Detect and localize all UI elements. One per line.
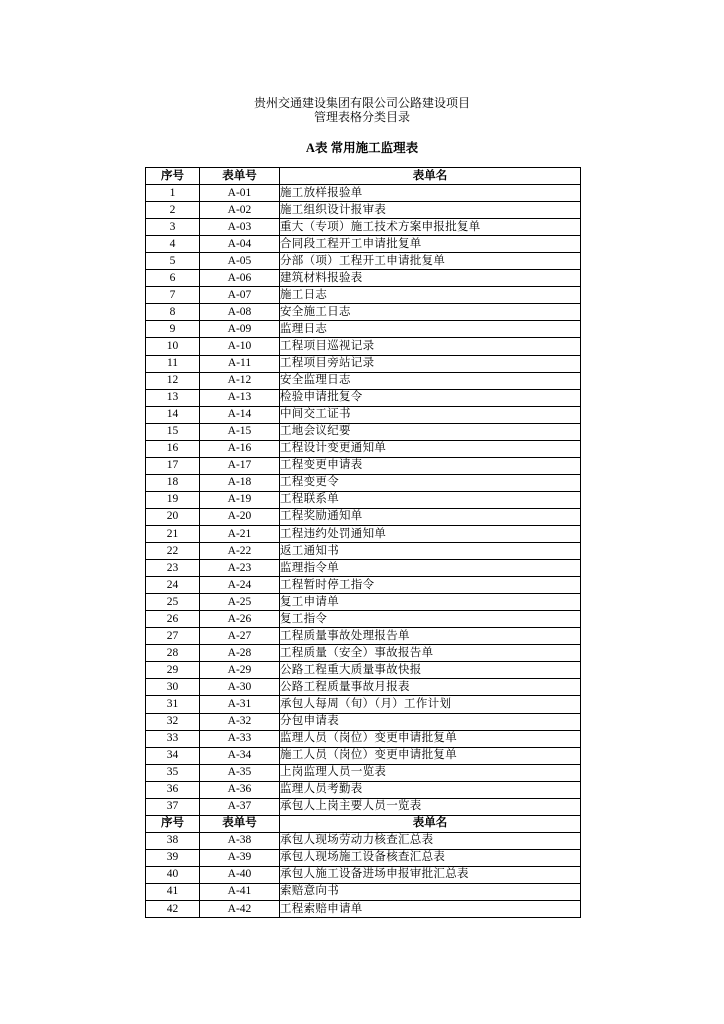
row-form-code: A-39	[200, 849, 280, 866]
table-row	[146, 321, 581, 338]
table-row	[146, 577, 581, 594]
row-form-name: 施工人员（岗位）变更申请批复单	[280, 747, 581, 764]
row-form-code: A-38	[200, 832, 280, 849]
row-serial: 19	[146, 491, 200, 508]
row-form-name: 工程违约处罚通知单	[280, 525, 581, 542]
table-row	[146, 730, 581, 747]
header-form-name: 表单名	[280, 815, 581, 832]
row-serial: 25	[146, 594, 200, 611]
row-form-code: A-37	[200, 798, 280, 815]
row-form-name: 监理人员考勤表	[280, 781, 581, 798]
row-form-name: 工程暂时停工指令	[280, 577, 581, 594]
row-serial: 14	[146, 406, 200, 423]
row-form-name: 工程项目巡视记录	[280, 338, 581, 355]
row-form-name: 施工放样报验单	[280, 185, 581, 202]
row-serial: 2	[146, 202, 200, 219]
row-form-code: A-06	[200, 270, 280, 287]
row-form-name: 工程质量（安全）事故报告单	[280, 645, 581, 662]
row-form-name: 分包申请表	[280, 713, 581, 730]
table-row	[146, 696, 581, 713]
row-form-code: A-23	[200, 560, 280, 577]
row-form-name: 工程质量事故处理报告单	[280, 628, 581, 645]
row-form-name: 施工日志	[280, 287, 581, 304]
row-serial: 11	[146, 355, 200, 372]
row-form-name: 工程项目旁站记录	[280, 355, 581, 372]
row-form-name: 建筑材料报验表	[280, 270, 581, 287]
row-form-name: 公路工程质量事故月报表	[280, 679, 581, 696]
row-serial: 37	[146, 798, 200, 815]
header-serial: 序号	[146, 168, 200, 185]
row-form-name: 工程变更令	[280, 474, 581, 491]
row-serial: 20	[146, 508, 200, 525]
table-row	[146, 747, 581, 764]
table-row	[146, 525, 581, 542]
row-form-code: A-31	[200, 696, 280, 713]
table-row	[146, 611, 581, 628]
row-form-code: A-36	[200, 781, 280, 798]
row-serial: 30	[146, 679, 200, 696]
table-row	[146, 389, 581, 406]
row-serial: 35	[146, 764, 200, 781]
table-row	[146, 679, 581, 696]
row-form-name: 监理日志	[280, 321, 581, 338]
row-form-name: 重大（专项）施工技术方案申报批复单	[280, 219, 581, 236]
row-form-code: A-21	[200, 525, 280, 542]
row-form-code: A-35	[200, 764, 280, 781]
row-form-code: A-15	[200, 423, 280, 440]
row-serial: 3	[146, 219, 200, 236]
row-form-code: A-11	[200, 355, 280, 372]
row-serial: 39	[146, 849, 200, 866]
table-header-row-repeat	[146, 815, 581, 832]
row-form-code: A-14	[200, 406, 280, 423]
row-form-code: A-32	[200, 713, 280, 730]
table-row	[146, 219, 581, 236]
row-serial: 41	[146, 883, 200, 900]
row-form-code: A-02	[200, 202, 280, 219]
row-serial: 36	[146, 781, 200, 798]
header-form-code: 表单号	[200, 815, 280, 832]
table-row	[146, 355, 581, 372]
row-form-code: A-03	[200, 219, 280, 236]
row-form-name: 安全监理日志	[280, 372, 581, 389]
table-row	[146, 202, 581, 219]
table-row	[146, 270, 581, 287]
table-row	[146, 832, 581, 849]
table-header-row	[146, 168, 581, 185]
row-form-code: A-28	[200, 645, 280, 662]
table-row	[146, 338, 581, 355]
row-form-name: 监理指令单	[280, 560, 581, 577]
row-form-code: A-13	[200, 389, 280, 406]
table-row	[146, 253, 581, 270]
row-form-name: 工程设计变更通知单	[280, 440, 581, 457]
row-serial: 40	[146, 866, 200, 883]
row-form-code: A-30	[200, 679, 280, 696]
table-row	[146, 849, 581, 866]
row-form-name: 工程奖励通知单	[280, 508, 581, 525]
row-form-name: 中间交工证书	[280, 406, 581, 423]
row-serial: 33	[146, 730, 200, 747]
row-serial: 6	[146, 270, 200, 287]
row-form-code: A-05	[200, 253, 280, 270]
row-form-name: 安全施工日志	[280, 304, 581, 321]
table-row	[146, 287, 581, 304]
row-form-code: A-08	[200, 304, 280, 321]
row-form-name: 承包人现场施工设备核查汇总表	[280, 849, 581, 866]
table-row	[146, 645, 581, 662]
section-title: A表 常用施工监理表	[305, 141, 419, 155]
row-serial: 13	[146, 389, 200, 406]
row-serial: 26	[146, 611, 200, 628]
row-serial: 7	[146, 287, 200, 304]
row-form-name: 工程索赔申请单	[280, 901, 581, 918]
row-serial: 1	[146, 185, 200, 202]
row-form-code: A-27	[200, 628, 280, 645]
row-serial: 34	[146, 747, 200, 764]
header-serial: 序号	[146, 815, 200, 832]
row-form-code: A-40	[200, 866, 280, 883]
row-form-name: 复工申请单	[280, 594, 581, 611]
row-form-name: 工地会议纪要	[280, 423, 581, 440]
table-row	[146, 543, 581, 560]
row-form-code: A-18	[200, 474, 280, 491]
table-row	[146, 713, 581, 730]
row-serial: 24	[146, 577, 200, 594]
row-form-name: 检验申请批复令	[280, 389, 581, 406]
table-row	[146, 798, 581, 815]
table-row	[146, 883, 581, 900]
table-row	[146, 866, 581, 883]
row-serial: 31	[146, 696, 200, 713]
row-form-name: 合同段工程开工申请批复单	[280, 236, 581, 253]
table-row	[146, 440, 581, 457]
row-form-name: 承包人上岗主要人员一览表	[280, 798, 581, 815]
row-serial: 5	[146, 253, 200, 270]
row-form-code: A-09	[200, 321, 280, 338]
table-row	[146, 781, 581, 798]
row-serial: 28	[146, 645, 200, 662]
row-serial: 10	[146, 338, 200, 355]
row-serial: 12	[146, 372, 200, 389]
row-form-code: A-22	[200, 543, 280, 560]
row-form-name: 承包人每周（旬）（月）工作计划	[280, 696, 581, 713]
row-form-name: 承包人现场劳动力核查汇总表	[280, 832, 581, 849]
row-form-code: A-16	[200, 440, 280, 457]
row-serial: 22	[146, 543, 200, 560]
row-form-code: A-29	[200, 662, 280, 679]
table-row	[146, 764, 581, 781]
row-form-code: A-25	[200, 594, 280, 611]
row-form-code: A-07	[200, 287, 280, 304]
row-form-code: A-33	[200, 730, 280, 747]
table-row	[146, 185, 581, 202]
row-form-code: A-42	[200, 901, 280, 918]
header-form-name: 表单名	[280, 168, 581, 185]
document-title-line1: 贵州交通建设集团有限公司公路建设项目	[253, 96, 470, 110]
table-row	[146, 372, 581, 389]
row-form-name: 工程联系单	[280, 491, 581, 508]
row-form-name: 监理人员（岗位）变更申请批复单	[280, 730, 581, 747]
row-form-name: 承包人施工设备进场申报审批汇总表	[280, 866, 581, 883]
row-serial: 4	[146, 236, 200, 253]
table-row	[146, 236, 581, 253]
row-serial: 27	[146, 628, 200, 645]
row-form-code: A-24	[200, 577, 280, 594]
table-row	[146, 662, 581, 679]
row-form-code: A-34	[200, 747, 280, 764]
row-form-name: 上岗监理人员一览表	[280, 764, 581, 781]
row-serial: 17	[146, 457, 200, 474]
row-form-code: A-17	[200, 457, 280, 474]
row-form-name: 施工组织设计报审表	[280, 202, 581, 219]
row-form-name: 工程变更申请表	[280, 457, 581, 474]
row-serial: 21	[146, 525, 200, 542]
row-serial: 42	[146, 901, 200, 918]
table-row	[146, 560, 581, 577]
table-row	[146, 423, 581, 440]
row-form-code: A-19	[200, 491, 280, 508]
row-form-code: A-01	[200, 185, 280, 202]
table-row	[146, 491, 581, 508]
row-serial: 16	[146, 440, 200, 457]
row-serial: 23	[146, 560, 200, 577]
row-form-name: 返工通知书	[280, 543, 581, 560]
row-serial: 8	[146, 304, 200, 321]
row-form-code: A-20	[200, 508, 280, 525]
row-form-code: A-41	[200, 883, 280, 900]
document-title-line2: 管理表格分类目录	[313, 110, 410, 124]
row-form-code: A-10	[200, 338, 280, 355]
table-row	[146, 901, 581, 918]
table-row	[146, 406, 581, 423]
table-row	[146, 628, 581, 645]
row-serial: 9	[146, 321, 200, 338]
table-row	[146, 508, 581, 525]
header-form-code: 表单号	[200, 168, 280, 185]
row-form-name: 索赔意向书	[280, 883, 581, 900]
table-row	[146, 474, 581, 491]
row-serial: 29	[146, 662, 200, 679]
row-form-name: 公路工程重大质量事故快报	[280, 662, 581, 679]
form-catalog-table	[145, 167, 581, 918]
row-form-code: A-12	[200, 372, 280, 389]
row-form-code: A-26	[200, 611, 280, 628]
row-serial: 15	[146, 423, 200, 440]
table-row	[146, 594, 581, 611]
row-serial: 18	[146, 474, 200, 491]
row-serial: 32	[146, 713, 200, 730]
table-row	[146, 457, 581, 474]
row-form-name: 复工指令	[280, 611, 581, 628]
row-form-code: A-04	[200, 236, 280, 253]
row-form-name: 分部（项）工程开工申请批复单	[280, 253, 581, 270]
table-row	[146, 304, 581, 321]
row-serial: 38	[146, 832, 200, 849]
